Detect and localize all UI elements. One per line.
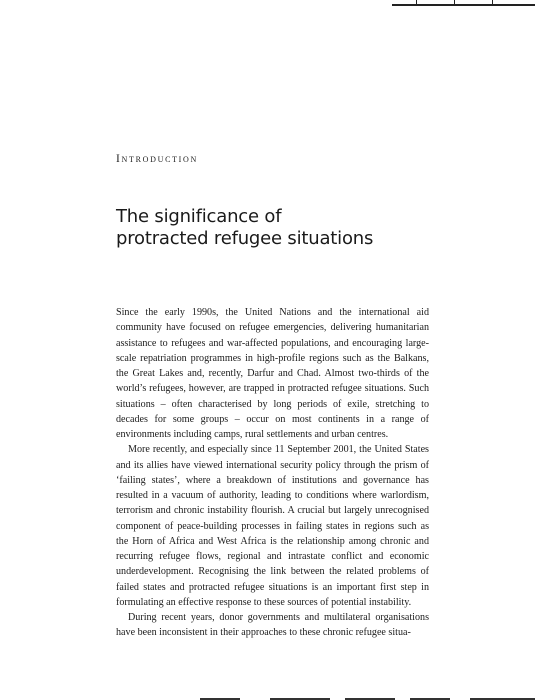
rule-tick — [492, 0, 493, 6]
paragraph-2: More recently, and especially since 11 September 2001, the United States and its allies have viewed international security policy through the prism of ‘failing states’, where a breakdown of institutions and governance has resulted in a vacuum of authority, leading to conditions where warlordism, terrorism and chronic instability flourish. A crucial but largely unrecognised component of peace-building processes in failing states in regions such as the Horn of Africa and West Africa is the relationship among chronic and recurring refugee flows, regional and intrastate conflict and economic underdevelopment. Recognising the link between the related problems of failed states and protracted refugee situations is an important first step in formulating an effective response to these sources of potential instability. — [116, 444, 429, 608]
paragraph-3: During recent years, donor governments and multilateral organisations have been inconsistent in their approaches to these chronic refugee situa- — [116, 612, 429, 639]
paragraph-1: Since the early 1990s, the United Nations and the international aid community have focused on refugee emergencies, delivering humanitarian assistance to refugees and war-affected populations, and encouraging large-scale repatriation programmes in high-profile regions such as the Balkans, the Great Lakes and, recently, Darfur and Chad. Almost two-thirds of the world’s refugees, however, are trapped in protracted refugee situations. Such situations – often characterised by long periods of exile, stretching to decades for some groups – occur on most continents in a range of environments including camps, rural settlements and urban centres. — [116, 307, 429, 440]
section-label: Introduction — [116, 153, 199, 165]
rule-tick — [416, 0, 417, 6]
header-rule — [392, 0, 535, 6]
body-text — [116, 305, 429, 641]
rule-tick — [454, 0, 455, 6]
chapter-title-line-2: protracted refugee situations — [116, 228, 374, 249]
chapter-title-line-1: The significance of — [116, 206, 282, 227]
chapter-title — [116, 206, 436, 250]
